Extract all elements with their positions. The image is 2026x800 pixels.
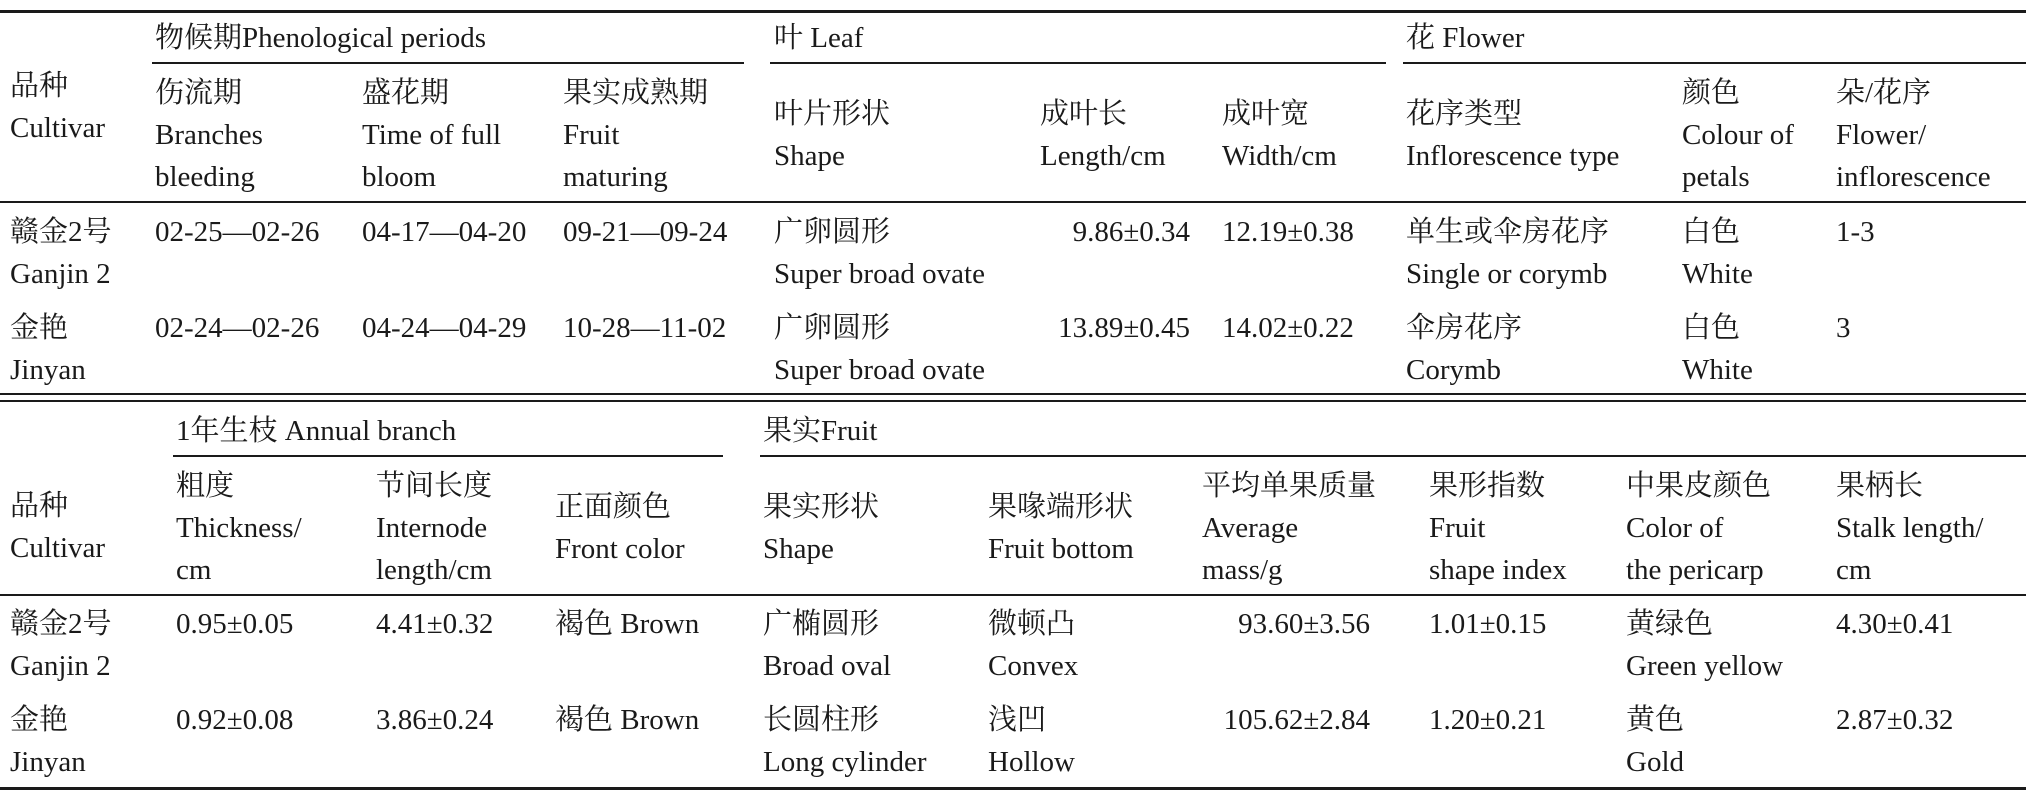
shape-index-cell: 1.01±0.15 (1429, 608, 1547, 640)
col-mass-zh: 平均单果质量 (1202, 470, 1377, 502)
bloom-cell: 04-24—04-29 (362, 312, 527, 344)
col-fruit-bottom-zh: 果喙端形状 (988, 491, 1134, 523)
col-stalk-zh: 果柄长 (1836, 470, 1924, 502)
fruit-shape-zh: 长圆柱形 (763, 704, 880, 736)
cultivar-en: Ganjin 2 (10, 258, 111, 290)
group-branch: 1年生枝 Annual branch (176, 415, 457, 447)
col-petal-colour-en1: Colour of (1682, 119, 1794, 151)
col-bleeding-zh: 伤流期 (155, 77, 243, 109)
col-bloom-en2: bloom (362, 161, 437, 193)
col-mass-en2: mass/g (1202, 554, 1283, 586)
col-petal-colour-en2: petals (1682, 161, 1750, 193)
col-shape-index-en1: Fruit (1429, 512, 1486, 544)
col-pericarp-en2: the pericarp (1626, 554, 1764, 586)
col-pericarp-en1: Color of (1626, 512, 1724, 544)
table1-header-rule (0, 201, 2026, 203)
cultivar-zh: 赣金2号 (10, 216, 112, 248)
col-bloom-en1: Time of full (362, 119, 502, 151)
maturing-cell: 10-28—11-02 (563, 312, 727, 344)
col-maturing-en2: maturing (563, 161, 668, 193)
col-maturing-en1: Fruit (563, 119, 620, 151)
bleeding-cell: 02-24—02-26 (155, 312, 320, 344)
table1-top-rule (0, 10, 2026, 13)
cultivar-en: Ganjin 2 (10, 650, 111, 682)
col-inflorescence-zh: 花序类型 (1406, 98, 1523, 130)
bleeding-cell: 02-25—02-26 (155, 216, 320, 248)
col-bloom-zh: 盛花期 (362, 77, 450, 109)
cultivar-header-zh: 品种 (10, 490, 69, 522)
stalk-cell: 4.30±0.41 (1836, 608, 1954, 640)
phenology-group-rule (152, 62, 744, 64)
flowers-cell: 1-3 (1836, 216, 1875, 248)
col-pericarp-zh: 中果皮颜色 (1626, 470, 1772, 502)
col-fruit-bottom-en: Fruit bottom (988, 533, 1134, 565)
col-bleeding-en2: bleeding (155, 161, 255, 193)
leaf-width-cell: 14.02±0.22 (1222, 312, 1354, 344)
front-color-cell: 褐色 Brown (555, 704, 700, 736)
fruit-group-rule (760, 455, 2026, 457)
mass-cell: 105.62±2.84 (1223, 704, 1370, 736)
col-bleeding-en1: Branches (155, 119, 263, 151)
cultivar-en: Jinyan (10, 746, 86, 778)
branch-group-rule (173, 455, 723, 457)
col-shape-index-zh: 果形指数 (1429, 470, 1546, 502)
cultivar-en: Jinyan (10, 354, 86, 386)
petal-colour-zh: 白色 (1682, 312, 1741, 344)
col-fruit-shape-en: Shape (763, 533, 834, 565)
petal-colour-en: White (1682, 354, 1753, 386)
inflorescence-en: Corymb (1406, 354, 1502, 386)
front-color-cell: 褐色 Brown (555, 608, 700, 640)
internode-cell: 3.86±0.24 (376, 704, 494, 736)
leaf-shape-zh: 广卵圆形 (774, 216, 891, 248)
leaf-length-cell: 9.86±0.34 (1072, 216, 1190, 248)
fruit-bottom-en: Convex (988, 650, 1079, 682)
leaf-length-cell: 13.89±0.45 (1058, 312, 1190, 344)
table-separator-rule-a (0, 393, 2026, 395)
pericarp-en: Green yellow (1626, 650, 1784, 682)
col-petal-colour-zh: 颜色 (1682, 77, 1741, 109)
inflorescence-en: Single or corymb (1406, 258, 1608, 290)
col-inflorescence-en: Inflorescence type (1406, 140, 1620, 172)
bloom-cell: 04-17—04-20 (362, 216, 527, 248)
mass-cell: 93.60±3.56 (1238, 608, 1370, 640)
inflorescence-zh: 伞房花序 (1406, 312, 1523, 344)
fruit-shape-en: Long cylinder (763, 746, 927, 778)
cultivar-zh: 金艳 (10, 312, 69, 344)
group-fruit: 果实Fruit (763, 415, 878, 447)
leaf-width-cell: 12.19±0.38 (1222, 216, 1354, 248)
col-flowers-zh: 朵/花序 (1836, 77, 1932, 109)
pericarp-en: Gold (1626, 746, 1684, 778)
col-thickness-zh: 粗度 (176, 470, 235, 502)
col-thickness-en2: cm (176, 554, 212, 586)
col-mass-en1: Average (1202, 512, 1299, 544)
group-leaf: 叶 Leaf (774, 22, 864, 54)
leaf-shape-en: Super broad ovate (774, 354, 985, 386)
col-leaf-width-en: Width/cm (1222, 140, 1337, 172)
group-phenology: 物候期Phenological periods (155, 22, 487, 54)
cultivar-header-en: Cultivar (10, 112, 106, 144)
thickness-cell: 0.95±0.05 (176, 608, 294, 640)
col-internode-zh: 节间长度 (376, 470, 493, 502)
col-flowers-en2: inflorescence (1836, 161, 1991, 193)
fruit-bottom-en: Hollow (988, 746, 1075, 778)
fruit-bottom-zh: 浅凹 (988, 704, 1047, 736)
group-flower: 花 Flower (1406, 22, 1525, 54)
col-stalk-en2: cm (1836, 554, 1872, 586)
col-front-color-en: Front color (555, 533, 685, 565)
leaf-shape-zh: 广卵圆形 (774, 312, 891, 344)
cultivar-zh: 金艳 (10, 704, 69, 736)
petal-colour-zh: 白色 (1682, 216, 1741, 248)
maturing-cell: 09-21—09-24 (563, 216, 728, 248)
fruit-bottom-zh: 微顿凸 (988, 608, 1076, 640)
pericarp-zh: 黄绿色 (1626, 608, 1714, 640)
inflorescence-zh: 单生或伞房花序 (1406, 216, 1610, 248)
leaf-shape-en: Super broad ovate (774, 258, 985, 290)
col-maturing-zh: 果实成熟期 (563, 77, 709, 109)
col-shape-index-en2: shape index (1429, 554, 1567, 586)
col-internode-en1: Internode (376, 512, 488, 544)
col-stalk-en1: Stalk length/ (1836, 512, 1984, 544)
fruit-shape-en: Broad oval (763, 650, 892, 682)
col-leaf-length-en: Length/cm (1040, 140, 1166, 172)
petal-colour-en: White (1682, 258, 1753, 290)
pericarp-zh: 黄色 (1626, 704, 1685, 736)
thickness-cell: 0.92±0.08 (176, 704, 294, 736)
col-leaf-shape-zh: 叶片形状 (774, 98, 891, 130)
cultivar-header-en: Cultivar (10, 532, 106, 564)
table2-header-rule (0, 594, 2026, 596)
shape-index-cell: 1.20±0.21 (1429, 704, 1547, 736)
col-internode-en2: length/cm (376, 554, 492, 586)
col-fruit-shape-zh: 果实形状 (763, 491, 880, 523)
col-leaf-shape-en: Shape (774, 140, 845, 172)
col-leaf-width-zh: 成叶宽 (1222, 98, 1310, 130)
col-flowers-en1: Flower/ (1836, 119, 1927, 151)
table2-bottom-rule (0, 787, 2026, 790)
flowers-cell: 3 (1836, 312, 1851, 344)
table-separator-rule-b (0, 400, 2026, 402)
col-leaf-length-zh: 成叶长 (1040, 98, 1128, 130)
cultivar-zh: 赣金2号 (10, 608, 112, 640)
cultivar-header-zh: 品种 (10, 70, 69, 102)
col-thickness-en1: Thickness/ (176, 512, 302, 544)
internode-cell: 4.41±0.32 (376, 608, 494, 640)
fruit-shape-zh: 广椭圆形 (763, 608, 880, 640)
flower-group-rule (1403, 62, 2026, 64)
leaf-group-rule (770, 62, 1386, 64)
col-front-color-zh: 正面颜色 (555, 491, 672, 523)
stalk-cell: 2.87±0.32 (1836, 704, 1954, 736)
